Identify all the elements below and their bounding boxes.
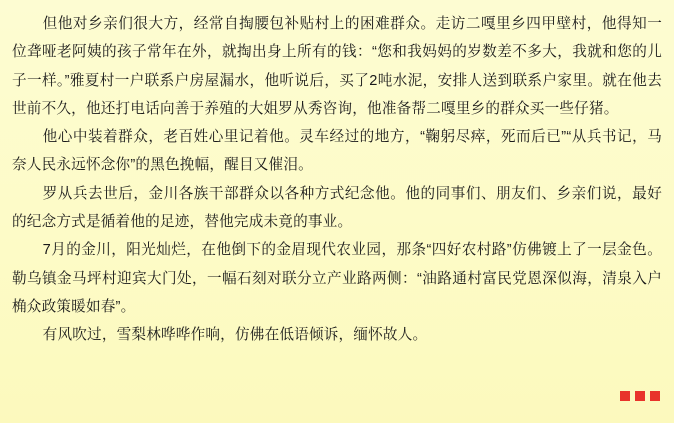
- article-body: [12, 10, 662, 350]
- paragraph: 他心中装着群众，老百姓心里记着他。灵车经过的地方，“鞠躬尽瘁，死而后已”“从兵书记，马奈人民永远怀念你”的黑色挽幅，醒目又催泪。: [12, 129, 662, 174]
- paragraph: 但他对乡亲们很大方，经常自掏腰包补贴村上的困难群众。走访二嘎里乡四甲壁村，他得知一位聋哑老阿姨的孩子常年在外，就掏出身上所有的钱：“您和我妈妈的岁数差不多大，我就和您的儿子一样。”雅夏村一户联系户房屋漏水，他听说后，买了2吨水泥，安排人送到联系户家里。就在他去世前不久，他还打电话向善于养殖的大姐罗从秀咨询，他准备帮二嘎里乡的群众买一些仔猪。: [12, 16, 662, 117]
- paragraph: 7月的金川，阳光灿烂，在他倒下的金眉现代农业园，那条“四好农村路”仿佛镀上了一层金色。勒乌镇金马坪村迎宾大门处，一幅石刻对联分立产业路两侧：“油路通村富民党恩深似海，清泉入户桷众政策暖如春”。: [12, 242, 662, 315]
- square-dot-icon: [620, 391, 630, 401]
- square-dot-icon: [650, 391, 660, 401]
- paragraph: 罗从兵去世后，金川各族干部群众以各种方式纪念他。他的同事们、朋友们、乡亲们说，最好的纪念方式是循着他的足迹，替他完成未竟的事业。: [12, 185, 662, 231]
- decorative-dots: [620, 391, 660, 401]
- square-dot-icon: [635, 391, 645, 401]
- paragraph: 有风吹过，雪梨林哗哗作响，仿佛在低语倾诉，缅怀故人。: [42, 327, 428, 344]
